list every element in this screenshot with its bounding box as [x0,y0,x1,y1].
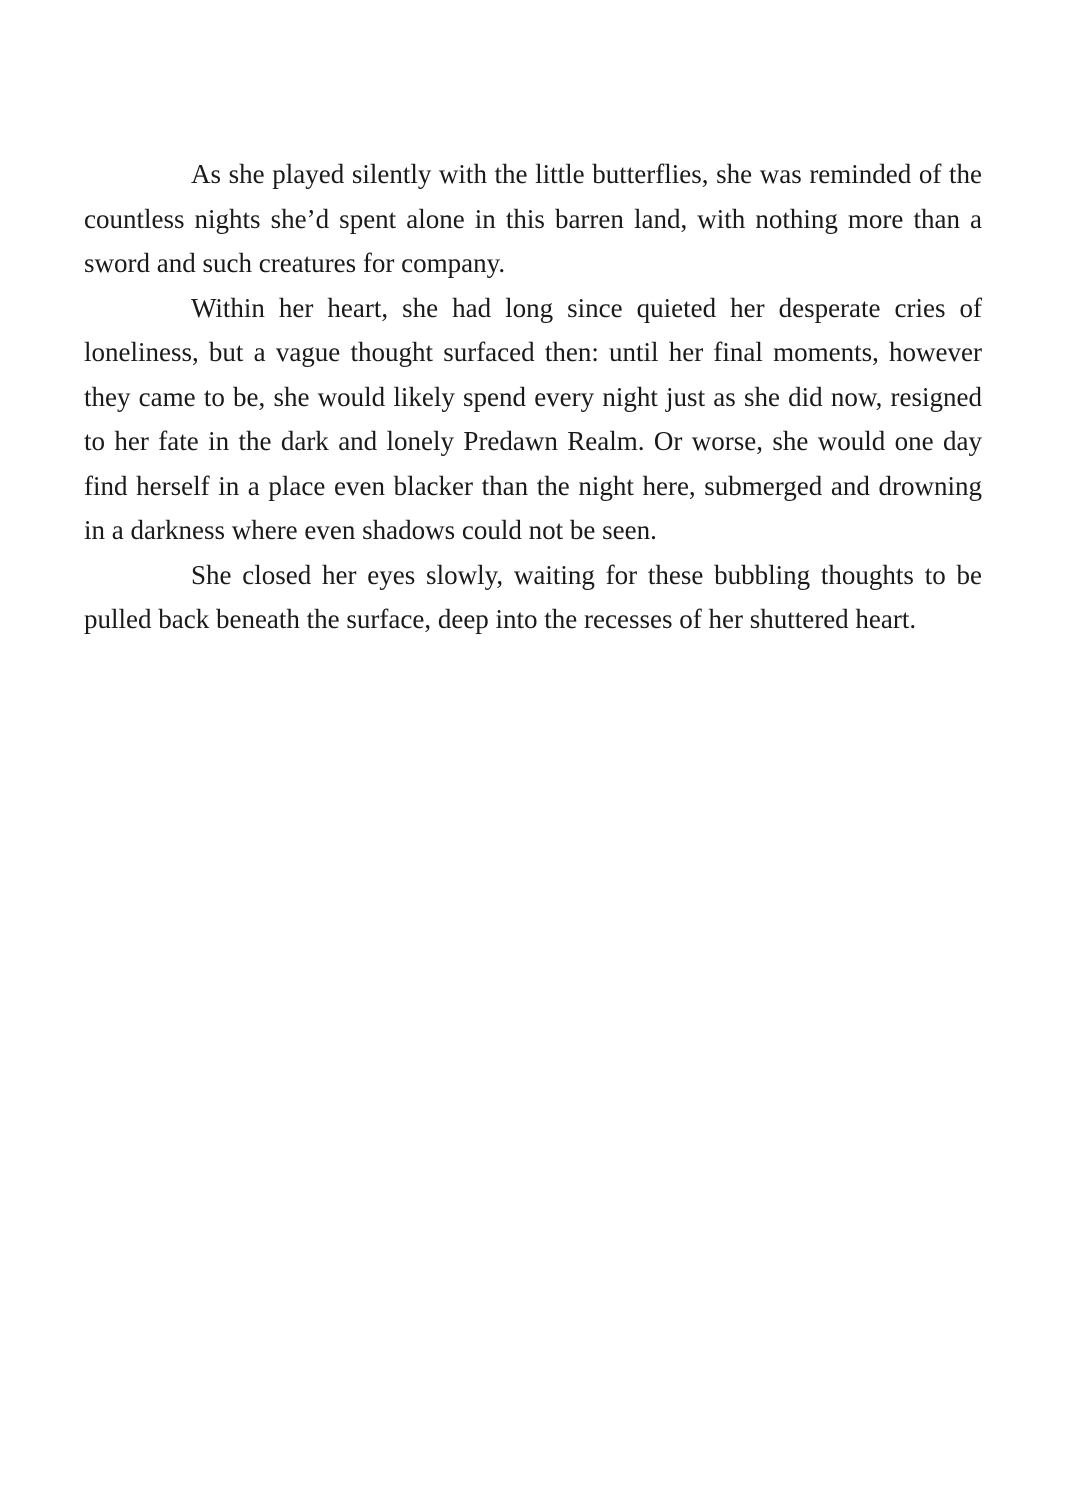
body-text [84,152,982,642]
paragraph-2: Within her heart, she had long since quieted her desperate cries of loneliness, but a vague thought surfaced then: until her final moments, however they came to be, she would likely spend every night just as she did now, resigned to her fate in the dark and lonely Predawn Realm. Or worse, she would one day find herself in a place even blacker than the night here, submerged and drowning in a darkness where even shadows could not be seen. [84,292,982,545]
paragraph-3: She closed her eyes slowly, waiting for these bubbling thoughts to be pulled back beneath the surface, deep into the recesses of her shuttered heart. [84,559,982,634]
paragraph-1: As she played silently with the little butterflies, she was reminded of the countless nights she’d spent alone in this barren land, with nothing more than a sword and such creatures for company. [84,159,982,278]
